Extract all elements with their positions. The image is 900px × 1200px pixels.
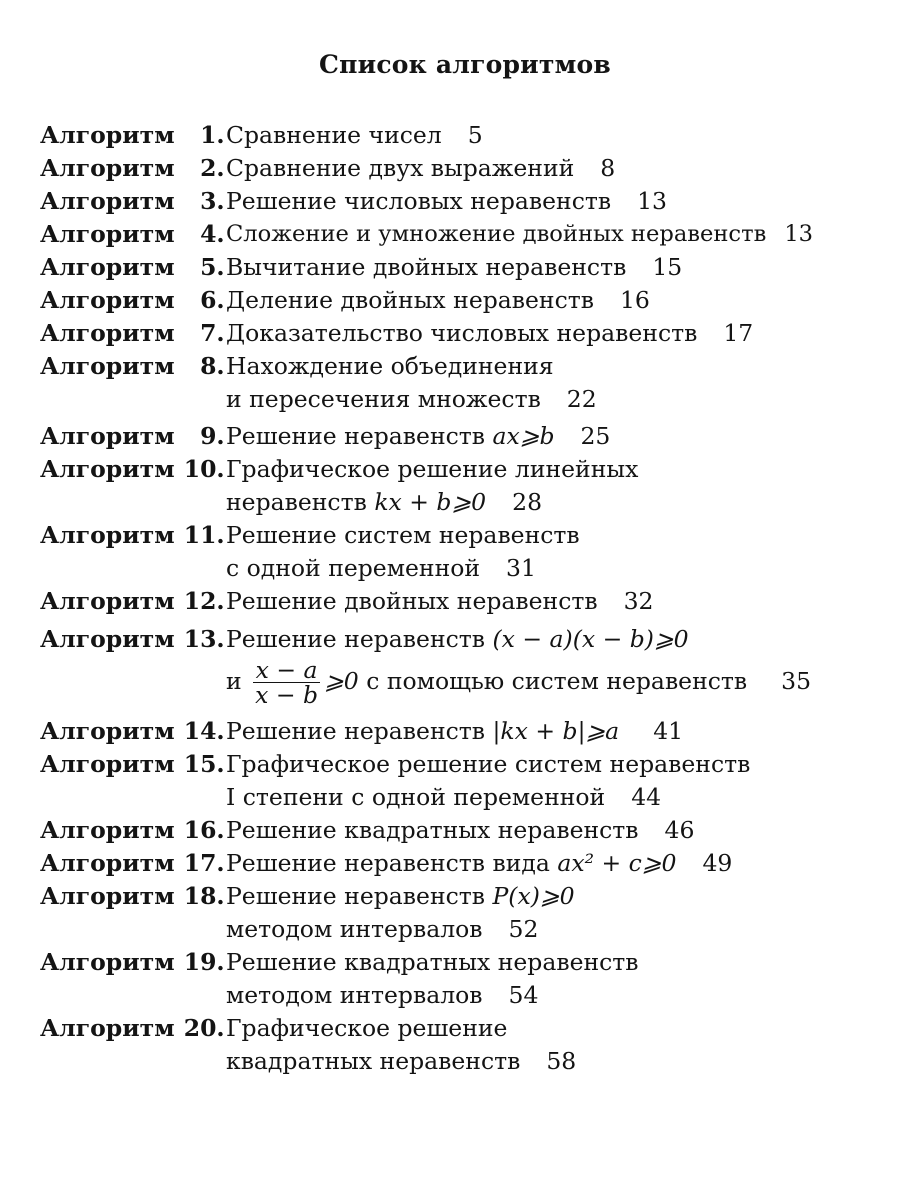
list-item (40, 152, 890, 185)
page-number: 31 (506, 554, 536, 582)
algorithm-title: Решение неравенств P(x)⩾0 методом интервалов 52 (226, 880, 890, 946)
page-title: Список алгоритмов (319, 50, 611, 79)
algorithm-title: Графическое решение квадратных неравенств 58 (226, 1012, 890, 1078)
algorithm-label: Алгоритм 16. (40, 816, 225, 844)
page-number: 22 (566, 385, 597, 413)
list-item (40, 218, 890, 251)
list-item (40, 814, 890, 847)
list-item (40, 251, 890, 284)
list-item (40, 748, 890, 814)
algorithm-title: Графическое решение систем неравенств I степени с одной переменной 44 (226, 748, 890, 814)
algorithm-title: Решение неравенств вида ax² + c⩾0 49 (226, 847, 890, 880)
algorithm-label: Алгоритм 5. (40, 253, 225, 281)
algorithm-title: Сложение и умножение двойных неравенств 13 (226, 218, 890, 251)
list-item (40, 185, 890, 218)
algorithm-label: Алгоритм 11. (40, 521, 225, 549)
algorithm-title: Решение неравенств |kx + b|⩾a 41 (226, 715, 890, 748)
algorithm-label: Алгоритм 19. (40, 948, 225, 976)
page-number: 5 (467, 121, 483, 149)
list-item (40, 420, 890, 453)
algorithm-label: Алгоритм 12. (40, 587, 225, 615)
page-number: 8 (600, 154, 616, 182)
algorithm-title: Сравнение двух выражений 8 (226, 152, 890, 185)
page-number: 13 (784, 221, 814, 247)
list-item (40, 519, 890, 585)
list-item (40, 350, 890, 416)
list-item (40, 284, 890, 317)
algorithm-title: Решение квадратных неравенств 46 (226, 814, 890, 847)
list-item (40, 847, 890, 880)
page-number: 49 (702, 849, 733, 877)
page-number: 28 (512, 488, 543, 516)
algorithm-title: Решение числовых неравенств 13 (226, 185, 890, 218)
fraction: $\frac{x - a}{x - b}$ (255, 656, 319, 709)
algorithm-label: Алгоритм 9. (40, 422, 225, 450)
page-number: 13 (637, 187, 667, 215)
algorithm-title: Решение неравенств (x − a)(x − b)⩾0 и $\frac{x - a}{x - b}$ ⩾0 с помощью систем неравенств 35 (226, 625, 812, 709)
math-formula: ax² + c⩾0 (557, 849, 677, 877)
page-number: 15 (652, 253, 683, 281)
page-number: 25 (580, 422, 611, 450)
algorithm-label: Алгоритм 6. (40, 286, 225, 314)
algorithm-label: Алгоритм 15. (40, 750, 225, 778)
list-item (40, 119, 890, 152)
math-formula: (x − a)(x − b)⩾0 (492, 625, 689, 653)
list-item (40, 880, 890, 946)
algorithm-title: Сравнение чисел 5 (226, 119, 890, 152)
list-item (40, 715, 890, 748)
page-number: 16 (619, 286, 650, 314)
list-item (40, 453, 890, 519)
algorithm-label: Алгоритм 13. (40, 625, 225, 653)
algorithm-title: Решение неравенств ax⩾b 25 (226, 420, 890, 453)
list-item (40, 946, 890, 1012)
page-number: 32 (623, 587, 654, 615)
page-number: 46 (664, 816, 695, 844)
algorithm-label: Алгоритм 20. (40, 1014, 225, 1042)
algorithm-title: Решение квадратных неравенств методом интервалов 54 (226, 946, 890, 1012)
algorithm-label: Алгоритм 14. (40, 717, 225, 745)
page-number: 58 (546, 1047, 577, 1075)
page-number: 52 (508, 915, 539, 943)
algorithm-label: Алгоритм 10. (40, 455, 225, 483)
algorithm-title: Нахождение объединения и пересечения множеств 22 (226, 350, 890, 416)
page-number: 17 (723, 319, 754, 347)
algorithm-title: Графическое решение линейных неравенств kx + b⩾0 28 (226, 453, 890, 519)
math-formula: ax⩾b (492, 422, 555, 450)
algorithm-list (40, 119, 890, 1078)
math-formula: |kx + b|⩾a (492, 717, 620, 745)
algorithm-label: Алгоритм 18. (40, 882, 225, 910)
list-item (40, 623, 890, 707)
algorithm-title: Деление двойных неравенств 16 (226, 284, 890, 317)
algorithm-title: Решение двойных неравенств 32 (226, 585, 890, 618)
algorithm-label: Алгоритм 17. (40, 849, 225, 877)
math-formula: P(x)⩾0 (492, 882, 575, 910)
list-item (40, 1012, 890, 1078)
list-item (40, 317, 890, 350)
algorithm-label: Алгоритм 1. (40, 121, 225, 149)
list-item (40, 585, 890, 618)
page-number: 41 (653, 717, 684, 745)
page-number: 44 (631, 783, 662, 811)
algorithm-label: Алгоритм 3. (40, 187, 225, 215)
page-number: 35 (781, 667, 812, 695)
algorithm-label: Алгоритм 2. (40, 154, 225, 182)
algorithm-label: Алгоритм 7. (40, 319, 225, 347)
algorithm-label: Алгоритм 8. (40, 352, 225, 380)
page-number: 54 (508, 981, 539, 1009)
algorithm-title: Решение систем неравенств с одной переменной 31 (226, 519, 890, 585)
algorithm-title: Вычитание двойных неравенств 15 (226, 251, 890, 284)
algorithm-label: Алгоритм 4. (40, 220, 225, 248)
math-formula: kx + b⩾0 (374, 488, 487, 516)
algorithm-title: Доказательство числовых неравенств 17 (226, 317, 890, 350)
